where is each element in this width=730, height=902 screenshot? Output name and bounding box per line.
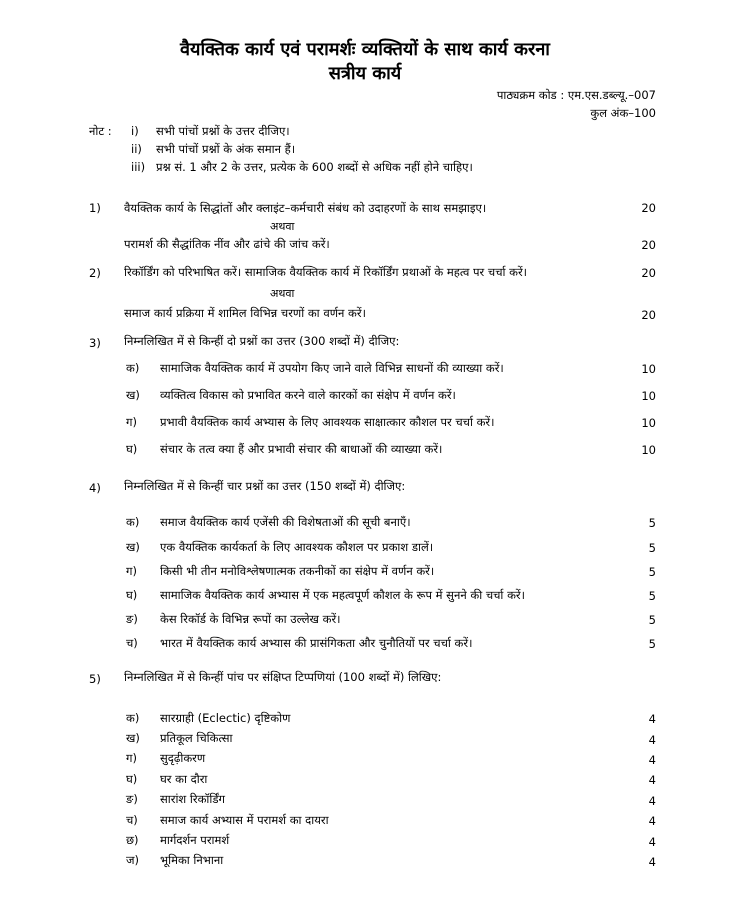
- subquestion-marks: 5: [648, 637, 656, 651]
- subquestion-label: छ): [126, 833, 139, 847]
- subquestion-marks: 10: [641, 362, 656, 376]
- subquestion-marks: 4: [648, 773, 656, 787]
- subquestion-text: सारग्राही (Eclectic) दृष्टिकोण: [160, 711, 291, 725]
- subquestion-label: ङ): [126, 612, 138, 626]
- subquestion-text: व्यक्तित्व विकास को प्रभावित करने वाले कारकों का संक्षेप में वर्णन करें।: [160, 388, 456, 402]
- subquestion-label: ख): [126, 731, 140, 745]
- question-text: वैयक्तिक कार्य के सिद्धांतों और क्लाइंट–कर्मचारी संबंध को उदाहरणों के साथ समझाइए।: [124, 201, 487, 215]
- subquestion-marks: 10: [641, 416, 656, 430]
- question-marks: 20: [641, 201, 656, 215]
- subquestion-label: घ): [126, 772, 138, 786]
- subquestion-text: संचार के तत्व क्या हैं और प्रभावी संचार की बाधाओं की व्याख्या करें।: [160, 442, 443, 456]
- question-intro: निम्नलिखित में से किन्हीं चार प्रश्नों का उत्तर (150 शब्दों में) दीजिए:: [124, 479, 406, 493]
- course-code: पाठ्यक्रम कोड : एम.एस.डब्ल्यू.–007: [496, 88, 656, 102]
- subquestion-label: घ): [126, 442, 138, 456]
- subquestion-text: भारत में वैयक्तिक कार्य अभ्यास की प्रासंगिकता और चुनौतियों पर चर्चा करें।: [160, 636, 473, 650]
- question-intro: निम्नलिखित में से किन्हीं पांच पर संक्षिप्त टिप्पणियां (100 शब्दों में) लिखिए:: [124, 670, 442, 684]
- question-number: 2): [89, 266, 101, 280]
- page-title: वैयक्तिक कार्य एवं परामर्शः व्यक्तियों के साथ कार्य करना: [180, 39, 550, 60]
- subquestion-marks: 4: [648, 733, 656, 747]
- subquestion-label: क): [126, 361, 140, 375]
- subquestion-label: ख): [126, 388, 140, 402]
- subquestion-label: ज): [126, 853, 140, 867]
- note-num: i): [131, 124, 139, 138]
- question-marks: 20: [641, 238, 656, 252]
- subquestion-marks: 5: [648, 565, 656, 579]
- question-number: 4): [89, 481, 101, 495]
- note-text: प्रश्न सं. 1 और 2 के उत्तर, प्रत्येक के 600 शब्दों से अधिक नहीं होने चाहिए।: [156, 160, 473, 174]
- subquestion-text: समाज कार्य अभ्यास में परामर्श का दायरा: [160, 813, 329, 827]
- note-text: सभी पांचों प्रश्नों के उत्तर दीजिए।: [156, 124, 290, 138]
- note-label: नोट :: [89, 124, 112, 138]
- or-separator: अथवा: [270, 287, 295, 300]
- subquestion-marks: 10: [641, 389, 656, 403]
- question-number: 3): [89, 336, 101, 350]
- subquestion-text: केस रिकॉर्ड के विभिन्न रूपों का उल्लेख करें।: [160, 612, 341, 626]
- subquestion-label: ग): [126, 564, 137, 578]
- subquestion-text: मार्गदर्शन परामर्श: [160, 833, 230, 847]
- question-text: रिकॉर्डिंग को परिभाषित करें। सामाजिक वैयक्तिक कार्य में रिकॉर्डिंग प्रथाओं के महत्व पर चर्चा करें।: [124, 265, 528, 279]
- note-num: ii): [131, 142, 142, 156]
- subquestion-label: क): [126, 711, 140, 725]
- subquestion-label: ग): [126, 415, 137, 429]
- subquestion-label: च): [126, 636, 138, 650]
- subquestion-marks: 10: [641, 443, 656, 457]
- question-intro: निम्नलिखित में से किन्हीं दो प्रश्नों का उत्तर (300 शब्दों में) दीजिए:: [124, 334, 400, 348]
- subquestion-text: समाज वैयक्तिक कार्य एजेंसी की विशेषताओं की सूची बनाएँ।: [160, 515, 411, 529]
- subquestion-text: सामाजिक वैयक्तिक कार्य में उपयोग किए जाने वाले विभिन्न साधनों की व्याख्या करें।: [160, 361, 504, 375]
- subquestion-marks: 4: [648, 712, 656, 726]
- note-num: iii): [131, 160, 146, 174]
- subquestion-label: क): [126, 515, 140, 529]
- subquestion-label: च): [126, 813, 138, 827]
- subquestion-label: ग): [126, 751, 137, 765]
- subquestion-label: ङ): [126, 792, 138, 806]
- subquestion-text: सुदृढ़ीकरण: [160, 751, 206, 765]
- subquestion-label: ख): [126, 540, 140, 554]
- subquestion-marks: 4: [648, 814, 656, 828]
- subquestion-marks: 5: [648, 541, 656, 555]
- or-separator: अथवा: [270, 220, 295, 233]
- subquestion-label: घ): [126, 588, 138, 602]
- subquestion-text: सामाजिक वैयक्तिक कार्य अभ्यास में एक महत्वपूर्ण कौशल के रूप में सुनने की चर्चा करें।: [160, 588, 525, 602]
- note-text: सभी पांचों प्रश्नों के अंक समान हैं।: [156, 142, 296, 156]
- subquestion-marks: 4: [648, 753, 656, 767]
- subquestion-text: भूमिका निभाना: [160, 853, 224, 867]
- question-number: 5): [89, 672, 101, 686]
- subquestion-text: एक वैयक्तिक कार्यकर्ता के लिए आवश्यक कौशल पर प्रकाश डालें।: [160, 540, 434, 554]
- question-marks: 20: [641, 266, 656, 280]
- page-subtitle: सत्रीय कार्य: [328, 63, 402, 84]
- subquestion-text: प्रभावी वैयक्तिक कार्य अभ्यास के लिए आवश्यक साक्षात्कार कौशल पर चर्चा करें।: [160, 415, 495, 429]
- subquestion-marks: 5: [648, 589, 656, 603]
- subquestion-marks: 5: [648, 516, 656, 530]
- question-text: समाज कार्य प्रक्रिया में शामिल विभिन्न चरणों का वर्णन करें।: [124, 306, 366, 320]
- subquestion-text: सारांश रिकॉर्डिंग: [160, 792, 226, 806]
- subquestion-text: किसी भी तीन मनोविश्लेषणात्मक तकनीकों का संक्षेप में वर्णन करें।: [160, 564, 435, 578]
- question-text: परामर्श की सैद्धांतिक नींव और ढांचे की जांच करें।: [124, 237, 330, 251]
- subquestion-marks: 4: [648, 794, 656, 808]
- subquestion-text: प्रतिकूल चिकित्सा: [160, 731, 233, 745]
- question-number: 1): [89, 201, 101, 215]
- subquestion-marks: 5: [648, 613, 656, 627]
- question-marks: 20: [641, 308, 656, 322]
- subquestion-text: घर का दौरा: [160, 772, 208, 786]
- subquestion-marks: 4: [648, 835, 656, 849]
- subquestion-marks: 4: [648, 855, 656, 869]
- total-marks: कुल अंक–100: [590, 106, 656, 120]
